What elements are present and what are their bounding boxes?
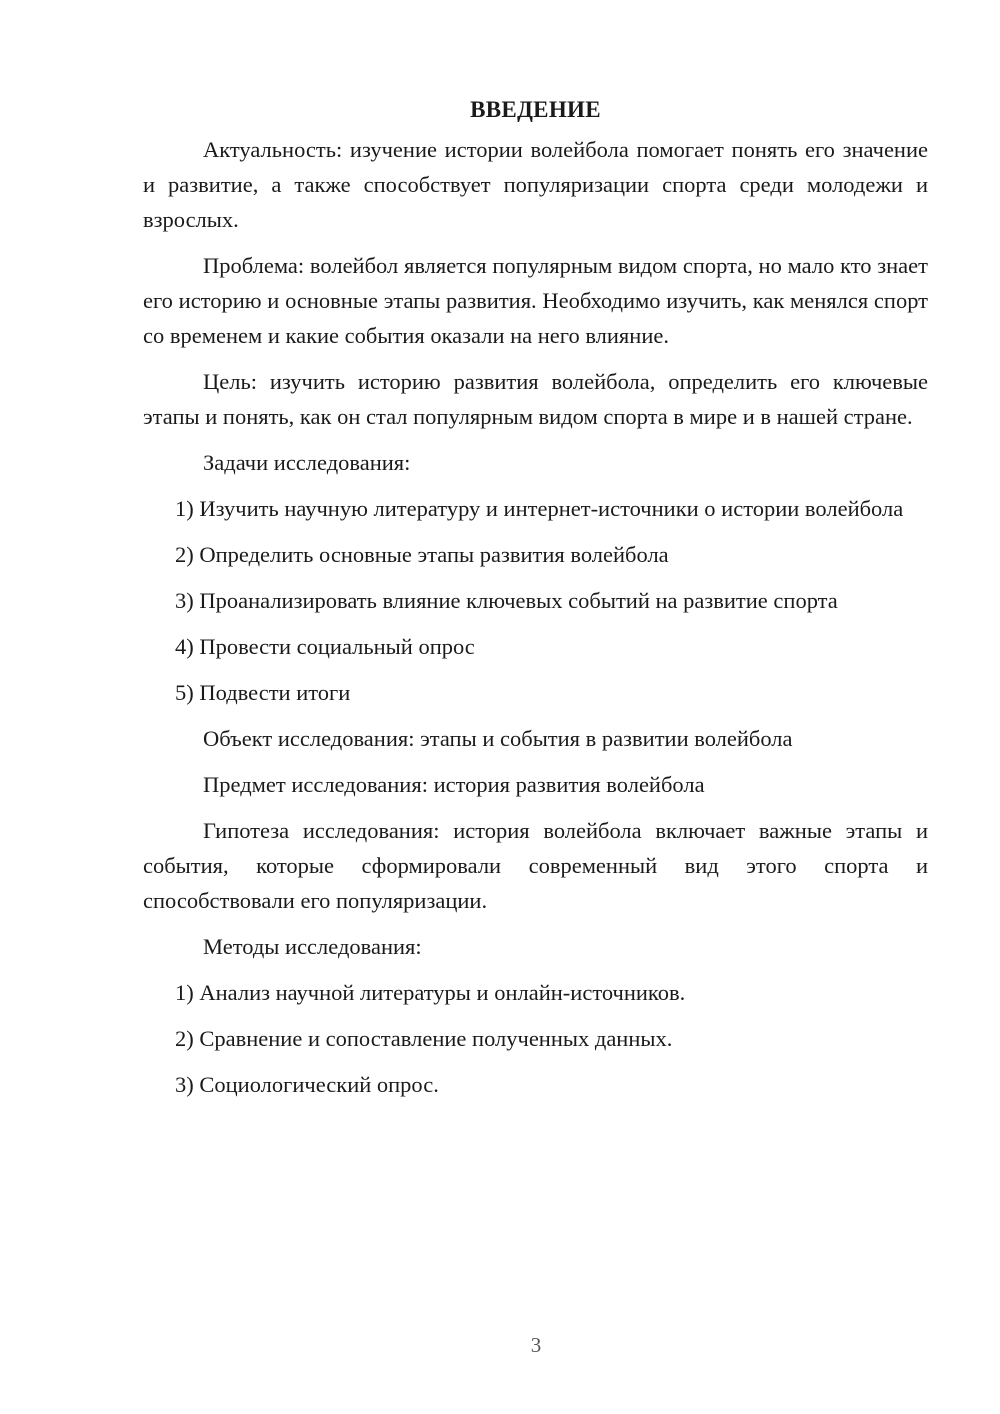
page-title: ВВЕДЕНИЕ	[470, 97, 601, 122]
task-item-5: 5) Подвести итоги	[175, 680, 351, 705]
task-item-1: 1) Изучить научную литературу и интернет-источники о истории волейбола	[175, 496, 904, 521]
page-number: 3	[530, 1333, 542, 1357]
methods-heading: Методы исследования:	[203, 934, 422, 959]
task-item-3: 3) Проанализировать влияние ключевых событий на развитие спорта	[175, 588, 838, 613]
paragraph-goal: Цель: изучить историю развития волейбола, определить его ключевые этапы и понять, как он стал популярным видом спорта в мире и в нашей стране.	[143, 369, 928, 429]
document-page	[143, 92, 928, 1102]
method-item-3: 3) Социологический опрос.	[175, 1072, 439, 1097]
paragraph-problem: Проблема: волейбол является популярным видом спорта, но мало кто знает его историю и основные этапы развития. Необходимо изучить, как менялся спорт со временем и какие события оказали на него влияние.	[143, 253, 928, 348]
tasks-heading: Задачи исследования:	[203, 450, 411, 475]
task-item-4: 4) Провести социальный опрос	[175, 634, 475, 659]
task-item-2: 2) Определить основные этапы развития волейбола	[175, 542, 669, 567]
method-item-2: 2) Сравнение и сопоставление полученных данных.	[175, 1026, 673, 1051]
paragraph-relevance: Актуальность: изучение истории волейбола помогает понять его значение и развитие, а также способствует популяризации спорта среди молодежи и взрослых.	[143, 137, 928, 232]
paragraph-hypothesis: Гипотеза исследования: история волейбола включает важные этапы и события, которые сформировали современный вид этого спорта и способствовали его популяризации.	[143, 818, 928, 913]
paragraph-object: Объект исследования: этапы и события в развитии волейбола	[203, 726, 793, 751]
paragraph-subject: Предмет исследования: история развития волейбола	[203, 772, 705, 797]
method-item-1: 1) Анализ научной литературы и онлайн-источников.	[175, 980, 686, 1005]
